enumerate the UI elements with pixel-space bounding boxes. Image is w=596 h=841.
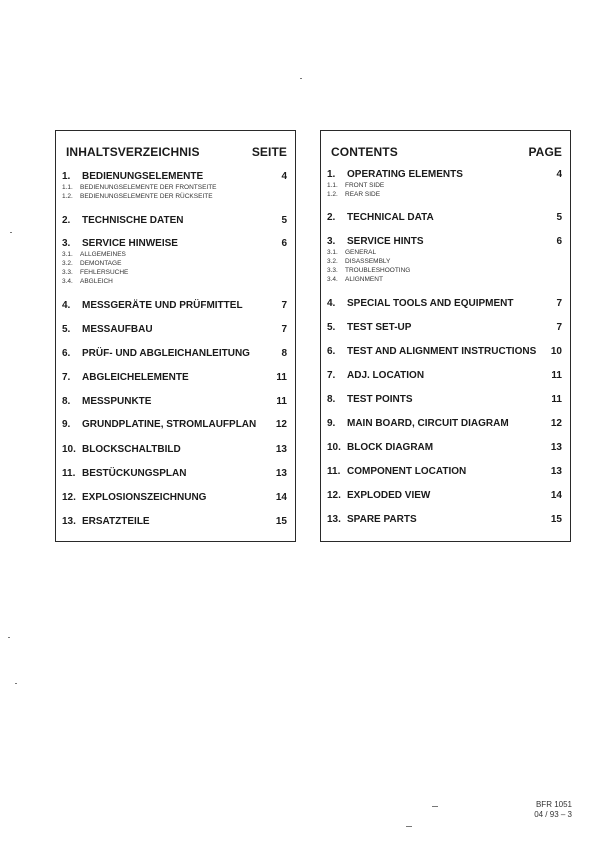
toc-entry-de-6[interactable] (62, 348, 287, 360)
scan-speck (300, 78, 302, 79)
entry-page: 14 (550, 490, 562, 501)
entry-label: ABGLEICHELEMENTE (82, 372, 189, 383)
toc-entry-de-11[interactable] (62, 468, 287, 480)
entry-number: 4. (327, 298, 336, 309)
entry-number: 11. (62, 468, 76, 479)
toc-english-header (331, 145, 562, 161)
entry-page: 13 (550, 442, 562, 453)
sub-entry: 1.1. BEDIENUNGSELEMENTE DER FRONTSEITE (62, 184, 217, 191)
entry-page: 8 (281, 348, 287, 359)
entry-number: 11. (327, 466, 341, 477)
entry-label: BESTÜCKUNGSPLAN (82, 468, 187, 479)
entry-number: 1. (62, 171, 71, 182)
entry-page: 7 (556, 322, 562, 333)
sub-entry: 1.2. REAR SIDE (327, 191, 381, 198)
toc-entry-de-13[interactable] (62, 516, 287, 528)
entry-label: EXPLOSIONSZEICHNUNG (82, 492, 207, 503)
entry-label: SERVICE HINWEISE (82, 238, 178, 249)
entry-page: 14 (275, 492, 287, 503)
entry-number: 5. (327, 322, 336, 333)
entry-page: 11 (551, 394, 562, 405)
entry-label: ADJ. LOCATION (347, 370, 425, 381)
entry-number: 8. (62, 396, 71, 407)
toc-entry-de-4[interactable] (62, 300, 287, 312)
entry-page: 6 (556, 236, 562, 247)
toc-entry-de-5[interactable] (62, 324, 287, 336)
entry-number: 10. (327, 442, 341, 453)
toc-entry-en-13[interactable] (327, 514, 562, 526)
entry-label: SPARE PARTS (347, 514, 417, 525)
toc-entry-de-1[interactable] (62, 171, 287, 201)
toc-german-title: INHALTSVERZEICHNIS (66, 145, 200, 159)
entry-label: MAIN BOARD, CIRCUIT DIAGRAM (347, 418, 509, 429)
entry-number: 9. (62, 419, 71, 430)
entry-number: 9. (327, 418, 336, 429)
toc-entry-en-6[interactable] (327, 346, 562, 358)
toc-entry-en-9[interactable] (327, 418, 562, 430)
toc-entry-de-8[interactable] (62, 396, 287, 408)
entry-page: 12 (550, 418, 562, 429)
entry-label: GRUNDPLATINE, STROMLAUFPLAN (82, 419, 257, 430)
entry-number: 7. (62, 372, 71, 383)
entry-label: ERSATZTEILE (82, 516, 150, 527)
entry-label: TECHNISCHE DATEN (82, 215, 184, 226)
toc-entry-de-12[interactable] (62, 492, 287, 504)
entry-number: 12. (62, 492, 76, 503)
entry-number: 4. (62, 300, 71, 311)
scan-speck (15, 683, 17, 684)
entry-label: MESSAUFBAU (82, 324, 153, 335)
entry-label: BLOCKSCHALTBILD (82, 444, 181, 455)
entry-number: 2. (327, 212, 336, 223)
entry-page: 5 (281, 215, 287, 226)
entry-page: 4 (556, 169, 562, 180)
entry-page: 13 (550, 466, 562, 477)
toc-english-title: CONTENTS (331, 145, 398, 159)
entry-label: TECHNICAL DATA (347, 212, 434, 223)
entry-label: BEDIENUNGSELEMENTE (82, 171, 204, 182)
entry-page: 15 (275, 516, 287, 527)
entry-page: 7 (556, 298, 562, 309)
toc-entry-en-2[interactable] (327, 212, 562, 224)
toc-entry-de-10[interactable] (62, 444, 287, 456)
scan-speck (432, 806, 438, 807)
sub-entry: 3.1. ALLGEMEINES (62, 251, 126, 258)
toc-english (320, 130, 571, 542)
entry-page: 11 (276, 396, 287, 407)
toc-entry-de-2[interactable] (62, 215, 287, 227)
entry-label: MESSPUNKTE (82, 396, 152, 407)
entry-label: TEST POINTS (347, 394, 413, 405)
entry-number: 7. (327, 370, 336, 381)
entry-number: 10. (62, 444, 76, 455)
toc-entry-de-9[interactable] (62, 419, 287, 431)
toc-entry-en-7[interactable] (327, 370, 562, 382)
sub-entry: 3.4. ALIGNMENT (327, 276, 383, 283)
page-reference: 04 / 93 – 3 (534, 810, 572, 819)
entry-number: 6. (62, 348, 71, 359)
toc-german-header (66, 145, 287, 161)
entry-number: 5. (62, 324, 71, 335)
entry-number: 2. (62, 215, 71, 226)
document-id: BFR 1051 (535, 800, 572, 809)
entry-label: SPECIAL TOOLS AND EQUIPMENT (347, 298, 514, 309)
toc-entry-en-3[interactable] (327, 236, 562, 284)
entry-label: TEST SET-UP (347, 322, 412, 333)
entry-page: 12 (275, 419, 287, 430)
entry-number: 3. (327, 236, 336, 247)
entry-label: BLOCK DIAGRAM (347, 442, 434, 453)
entry-page: 11 (276, 372, 287, 383)
entry-page: 7 (281, 324, 287, 335)
entry-number: 1. (327, 169, 336, 180)
toc-entry-en-5[interactable] (327, 322, 562, 334)
scan-speck (406, 826, 412, 827)
sub-entry: 3.2. DISASSEMBLY (327, 258, 391, 265)
entry-label: SERVICE HINTS (347, 236, 424, 247)
sub-entry: 3.2. DEMONTAGE (62, 260, 122, 267)
entry-number: 13. (62, 516, 76, 527)
entry-page: 5 (556, 212, 562, 223)
entry-number: 6. (327, 346, 336, 357)
toc-entry-de-3[interactable] (62, 238, 287, 286)
toc-english-page-label: PAGE (528, 145, 562, 159)
entry-page: 11 (551, 370, 562, 381)
toc-entry-en-10[interactable] (327, 442, 562, 454)
entry-page: 4 (281, 171, 287, 182)
entry-label: OPERATING ELEMENTS (347, 169, 463, 180)
entry-number: 13. (327, 514, 341, 525)
entry-page: 15 (550, 514, 562, 525)
page-footer (534, 800, 572, 820)
entry-label: EXPLODED VIEW (347, 490, 431, 501)
entry-page: 13 (275, 468, 287, 479)
toc-german-page-label: SEITE (251, 145, 287, 159)
entry-page: 10 (550, 346, 562, 357)
toc-german (55, 130, 296, 542)
entry-label: TEST AND ALIGNMENT INSTRUCTIONS (347, 346, 537, 357)
toc-entry-en-11[interactable] (327, 466, 562, 478)
sub-entry: 3.1. GENERAL (327, 249, 377, 256)
entry-label: PRÜF- UND ABGLEICHANLEITUNG (82, 348, 250, 359)
entry-label: COMPONENT LOCATION (347, 466, 467, 477)
entry-number: 8. (327, 394, 336, 405)
toc-entry-de-7[interactable] (62, 372, 287, 384)
sub-entry: 3.4. ABGLEICH (62, 278, 113, 285)
scan-speck (8, 637, 10, 638)
entry-number: 12. (327, 490, 341, 501)
scan-speck (10, 232, 12, 233)
entry-page: 6 (281, 238, 287, 249)
entry-label: MESSGERÄTE UND PRÜFMITTEL (82, 300, 243, 311)
entry-number: 3. (62, 238, 71, 249)
sub-entry: 1.1. FRONT SIDE (327, 182, 385, 189)
sub-entry: 1.2. BEDIENUNGSELEMENTE DER RÜCKSEITE (62, 193, 213, 200)
sub-entry: 3.3. TROUBLESHOOTING (327, 267, 411, 274)
toc-entry-en-8[interactable] (327, 394, 562, 406)
toc-entry-en-1[interactable] (327, 169, 562, 199)
toc-entry-en-4[interactable] (327, 298, 562, 310)
entry-page: 13 (275, 444, 287, 455)
entry-page: 7 (281, 300, 287, 311)
sub-entry: 3.3. FEHLERSUCHE (62, 269, 129, 276)
toc-entry-en-12[interactable] (327, 490, 562, 502)
